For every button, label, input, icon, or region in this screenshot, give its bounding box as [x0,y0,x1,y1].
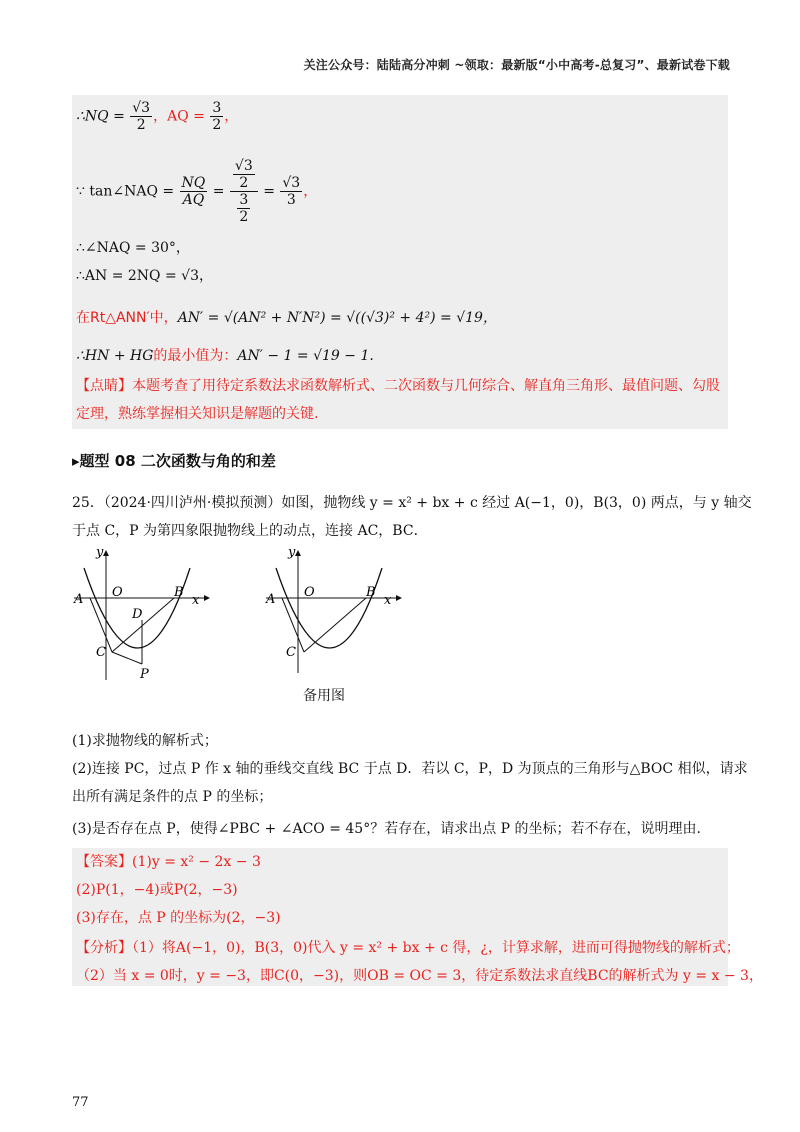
solution-line-4: ∴AN = 2NQ = √3， [76,268,213,284]
label-C: C [96,645,106,660]
question-2-line-1: (2)连接 PC，过点 P 作 x 轴的垂线交直线 BC 于点 D．若以 C，P，D 为顶点的三角形与△BOC 相似，请求 [72,761,748,777]
comment-line-2: 定理，熟练掌握相关知识是解题的关键. [76,406,319,422]
label-y: y [96,548,104,560]
label-x: x [384,593,392,608]
label-x: x [192,593,200,608]
label-y: y [288,548,296,560]
question-3: (3)是否存在点 P，使得∠PBC + ∠ACO = 45°？若存在，请求出点 P 的坐标；若不存在，说明理由. [72,821,701,837]
solution-line-6: ∴HN + HG的最小值为：AN′ − 1 = √19 − 1. [76,348,374,364]
section-title: ▸题型 08 二次函数与角的和差 [72,452,276,470]
label-B: B [366,585,376,600]
figure-caption: 备用图 [303,688,345,704]
label-C: C [286,645,296,660]
label-A: A [266,592,276,607]
answer-line-1: 【答案】(1)y = x² − 2x − 3 [76,854,261,870]
answer-line-2: (2)P(1，−4)或P(2，−3) [76,882,238,898]
label-D: D [132,607,143,622]
label-O: O [304,585,315,600]
page-number: 77 [72,1095,89,1110]
solution-line-2: ∵ tan∠NAQ = $\frac{NQ}{AQ}$ = $\frac{\frac{√3}{2}}{\frac{3}{2}}$ = $\frac{√3}{3}$ ， [76,158,318,225]
page-header: 关注公众号：陆陆高分冲刺 ~领取：最新版“小中高考-总复习”、最新试卷下载 [303,58,730,72]
analysis-line-2: （2）当 x = 0时，y = −3，即C(0，−3)，则OB = OC = 3，待定系数法求直线BC的解析式为 y = x − 3， [76,968,763,984]
label-A: A [74,592,84,607]
analysis-line-1: 【分析】（1）将A(−1，0)，B(3，0)代入 y = x² + bx + c 得，¿，计算求解，进而可得抛物线的解析式； [76,940,740,956]
label-O: O [112,585,123,600]
question-2-line-2: 出所有满足条件的点 P 的坐标； [72,789,273,805]
solution-line-3: ∴∠NAQ = 30°， [76,240,190,256]
solution-line-1: ∴NQ = $\frac{√3}{2}$ ，AQ = $\frac{3}{2}$ ， [76,100,239,133]
problem-line-2: 于点 C，P 为第四象限抛物线上的动点，连接 AC，BC． [72,523,428,539]
parabola-figure-spare [262,548,402,678]
problem-line-1: 25．（2024·四川泸州·模拟预测）如图，抛物线 y = x² + bx + c 经过 A(−1，0)，B(3，0) 两点，与 y 轴交 [72,495,752,511]
parabola-figure-main [70,548,210,683]
label-P: P [140,667,149,682]
label-B: B [174,585,184,600]
question-1: (1)求抛物线的解析式； [72,733,218,749]
answer-line-3: (3)存在，点 P 的坐标为(2，−3) [76,910,281,926]
comment-line-1: 【点睛】本题考查了用待定系数法求函数解析式、二次函数与几何综合、解直角三角形、最值问题、勾股 [76,378,720,394]
solution-line-5: 在Rt△ANN′中，AN′ = √(AN² + N′N²) = √((√3)² + 4²) = √19， [76,310,497,326]
